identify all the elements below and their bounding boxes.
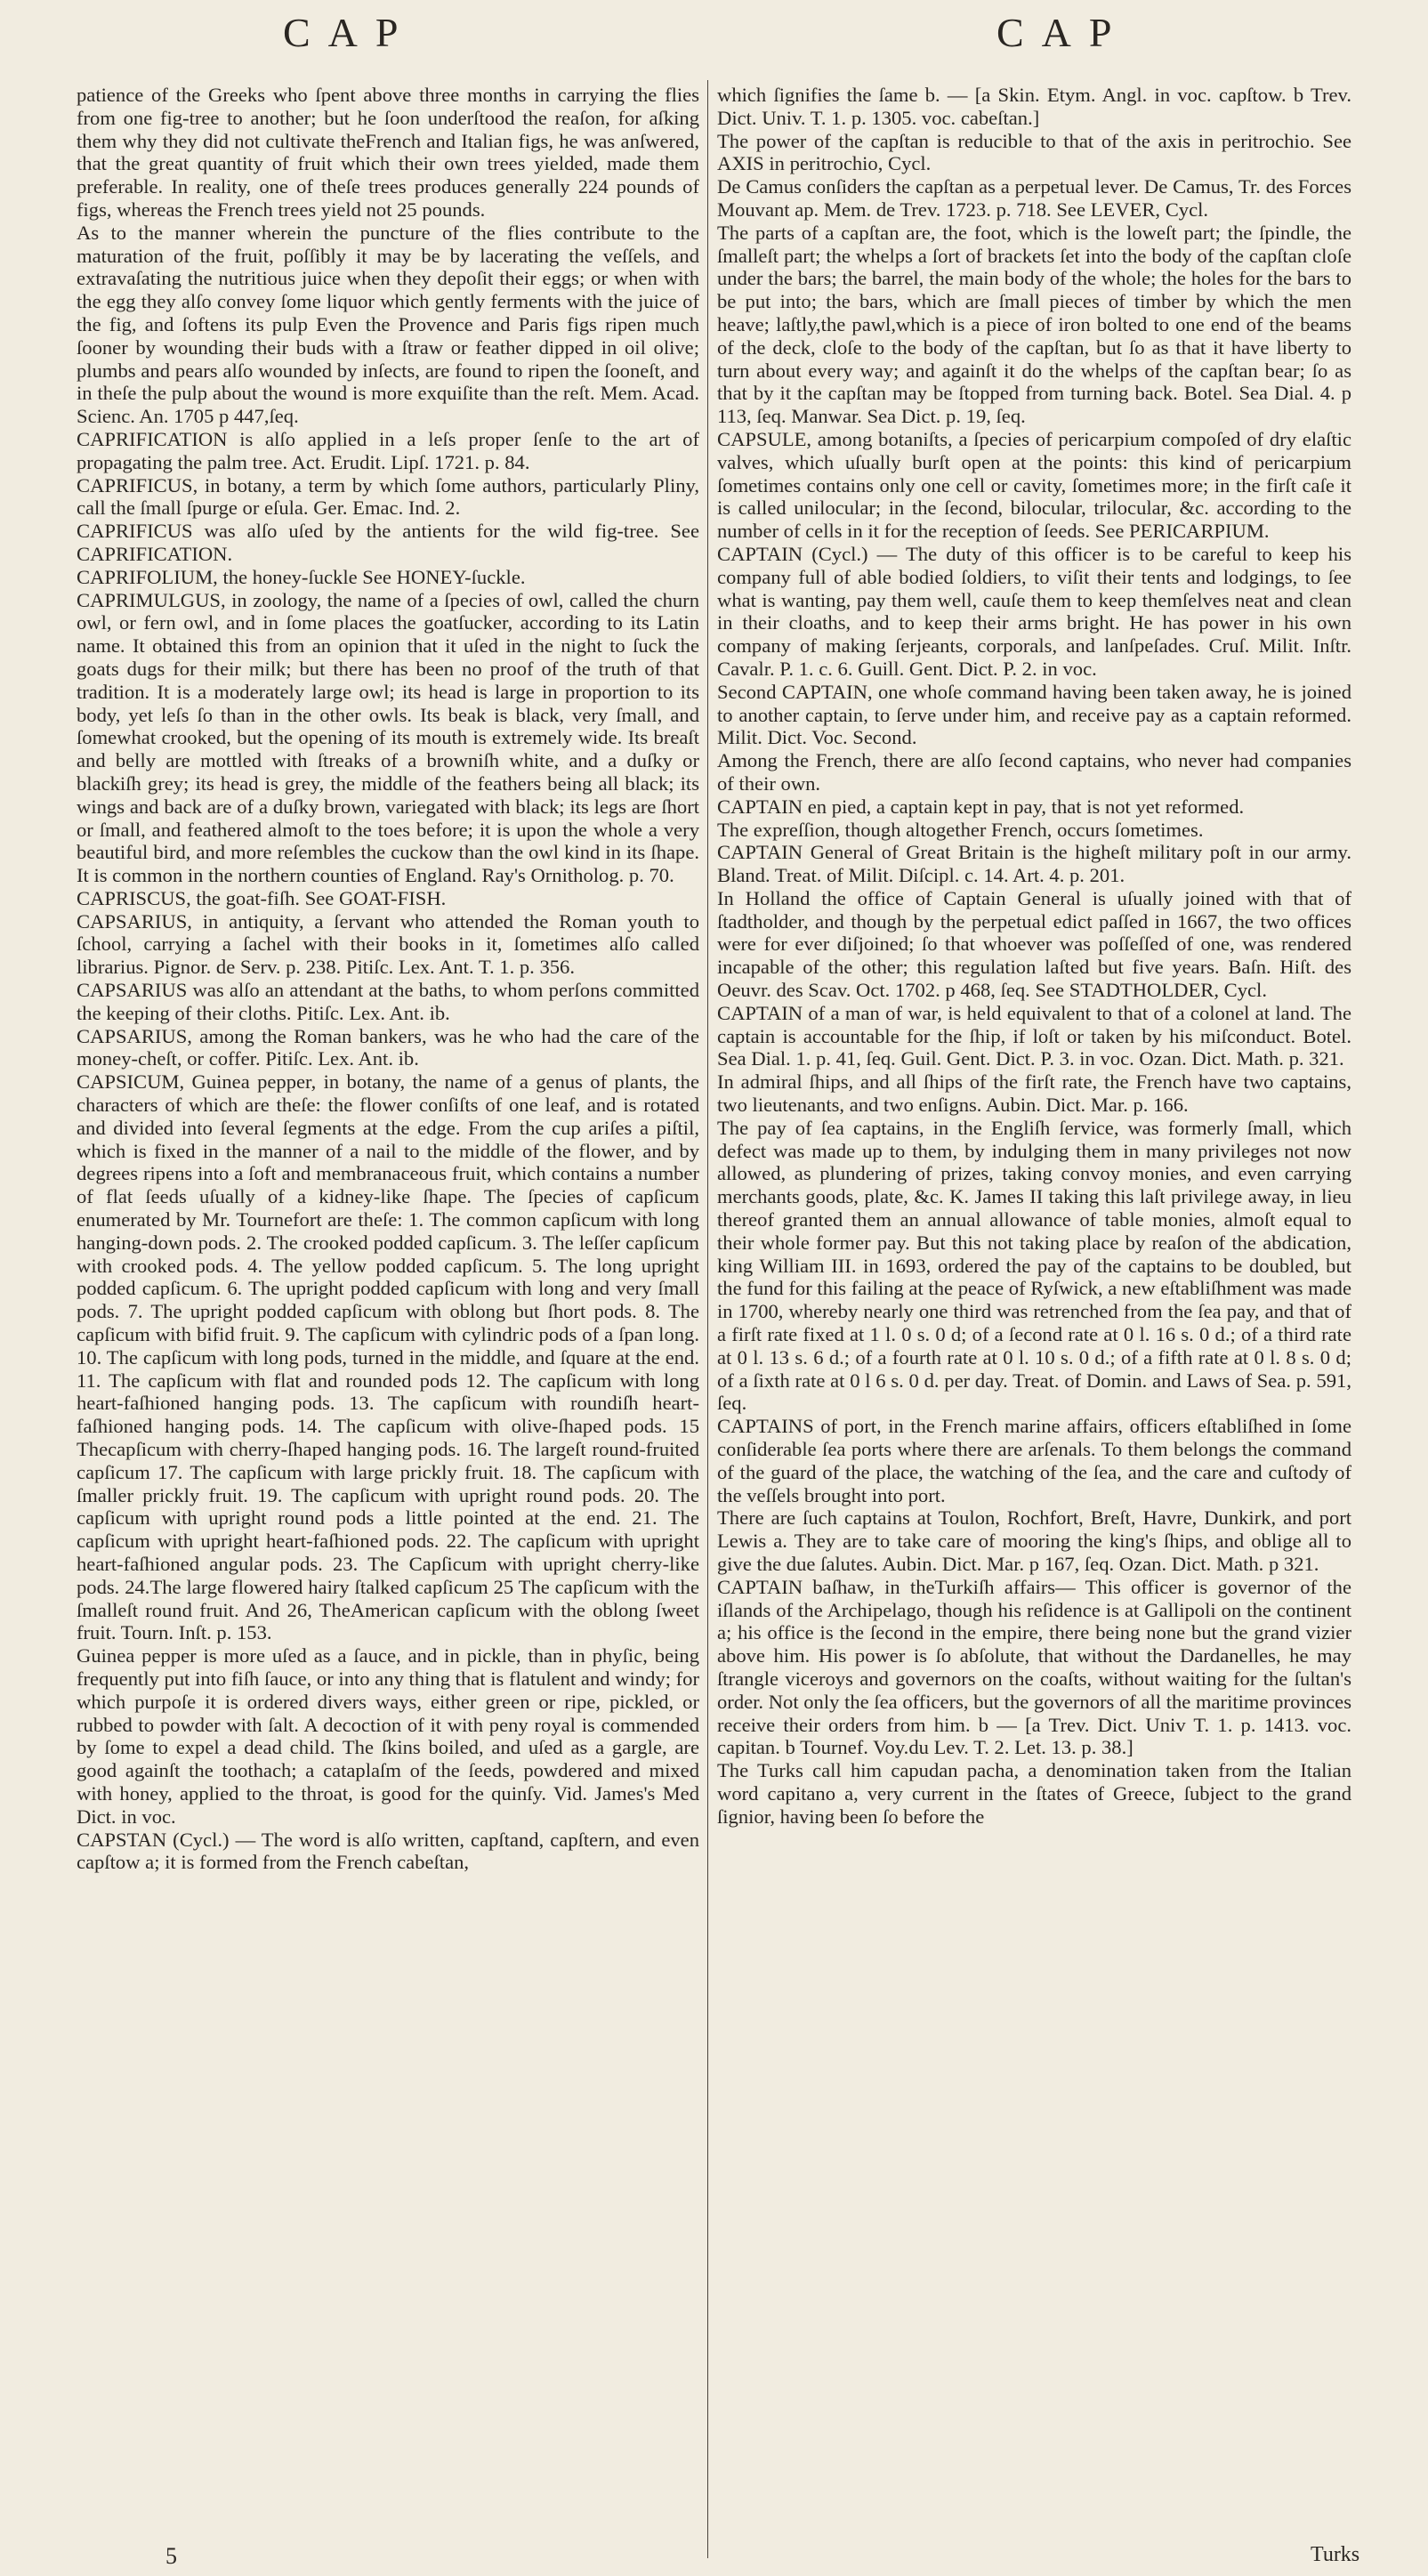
paragraph: CAPTAIN General of Great Britain is the higheſt military poſt in our army. Bland. Treat. of Milit. Diſcipl. c. 14. Art. 4. p. 201.	[717, 841, 1351, 887]
paragraph: The power of the capſtan is reducible to that of the axis in peritrochio. See AXIS in peritrochio, Cycl.	[717, 129, 1351, 175]
paragraph: The pay of ſea captains, in the Engliſh ſervice, was formerly ſmall, which defect was made up to them, by indulging them in many privileges not now allowed, as plundering of prizes, taking convoy monies, and even carrying merchants goods, plate, &c. K. James II taking this laſt privilege away, in lieu thereof granted them an annual allowance of table monies, almoſt equal to their whole former pay. But this not taking place by reaſon of the abdication, king William III. in 1693, ordered the pay of the captains to be doubled, but the fund for this failing at the peace of Ryſwick, a new eſtabliſhment was made in 1700, whereby nearly one third was retrenched from the ſea pay, and that of a firſt rate fixed at 1 l. 0 s. 0 d; of a ſecond rate at 0 l. 16 s. 0 d.; of a third rate at 0 l. 13 s. 6 d.; of a fourth rate at 0 l. 10 s. 0 d.; of a fifth rate at 0 l. 8 s. 0 d; of a ſixth rate at 0 l 6 s. 0 d. per day. Treat. of Domin. and Laws of Sea. p. 591, ſeq.	[717, 1116, 1351, 1415]
paragraph: CAPTAIN of a man of war, is held equivalent to that of a colonel at land. The captain is accountable for the ſhip, if loſt or taken by his miſconduct. Botel. Sea Dial. 1. p. 41, ſeq. Guil. Gent. Dict. P. 3. in voc. Ozan. Dict. Math. p. 321.	[717, 1001, 1351, 1070]
paragraph: which ſignifies the ſame b. — [a Skin. Etym. Angl. in voc. capſtow. b Trev. Dict. Univ. T. 1. p. 1305. voc. cabeſtan.]	[717, 84, 1351, 129]
paragraph: The parts of a capſtan are, the foot, which is the loweſt part; the ſpindle, the ſmalleſt part; the whelps a ſort of brackets ſet into the body of the capſtan cloſe under the bars; the barrel, the main body of the whole; the holes for the bars to be put into; the bars, which are ſmall pieces of timber by which the men heave; laſtly,the pawl,which is a piece of iron bolted to one end of the beams of the deck, cloſe to the body of the capſtan, but ſo as that it have liberty to turn about every way; and againſt it do the whelps of the capſtan bear; ſo as that by it the capſtan may be ſtopped from turning back. Botel. Sea Dial. 4. p 113, ſeq. Manwar. Sea Dict. p. 19, ſeq.	[717, 221, 1351, 428]
paragraph: CAPRIFICUS, in botany, a term by which ſome authors, particularly Pliny, call the ſmall ſpurge or eſula. Ger. Emac. Ind. 2.	[77, 473, 699, 520]
paragraph: Guinea pepper is more uſed as a ſauce, and in pickle, than in phyſic, being frequently put into fiſh ſauce, or into any thing that is flatulent and windy; for which purpoſe it is ordered divers ways, either green or ripe, pickled, or rubbed to powder with ſalt. A decoction of it with peny royal is commended by ſome to expel a dead child. The ſkins boiled, and uſed as a gargle, are good againſt the toothach; a cataplaſm of the ſeeds, powdered and mixed with honey, applied to the throat, is good for the quinſy. Vid. James's Med Dict. in voc.	[77, 1644, 699, 1828]
paragraph: Second CAPTAIN, one whoſe command having been taken away, he is joined to another captain, to ſerve under him, and receive pay as a captain reformed. Milit. Dict. Voc. Second.	[717, 680, 1351, 749]
catchword: Turks	[1311, 2543, 1360, 2566]
right-column	[717, 84, 1351, 2557]
paragraph: patience of the Greeks who ſpent above three months in carrying the flies from one fig-tree to another; but he ſoon underſtood the reaſon, for aſking them why they did not cultivate theFrench and Italian figs, he was anſwered, that the great quantity of fruit which their own trees yielded, made them preferable. In reality, one of theſe trees produces generally 224 pounds of figs, whereas the French trees yield not 25 pounds.	[77, 84, 699, 221]
paragraph: In Holland the office of Captain General is uſually joined with that of ſtadtholder, and though by the perpetual edict paſſed in 1667, the two offices were for ever diſjoined; ſo that whoever was poſſeſſed of one, was rendered incapable of the other; this regulation laſted but five years. Baſn. Hiſt. des Oeuvr. des Scav. Oct. 1702. p 468, ſeq. See STADTHOLDER, Cycl.	[717, 886, 1351, 1002]
header-left: CAP	[283, 10, 416, 55]
paragraph: There are ſuch captains at Toulon, Rochfort, Breſt, Havre, Dunkirk, and port Lewis a. They are to take care of mooring the king's ſhips, and oblige all to give the due ſalutes. Aubin. Dict. Mar. p 167, ſeq. Ozan. Dict. Math. p 321.	[717, 1506, 1351, 1575]
left-column	[77, 84, 699, 2557]
paragraph: CAPRIMULGUS, in zoology, the name of a ſpecies of owl, called the churn owl, or fern owl, and in ſome places the goatſucker, according to its Latin name. It obtained this from an opinion that it uſed in the night to ſuck the goats dugs for their milk; but there has been no proof of the truth of that tradition. It is a moderately large owl; its head is large in proportion to its body, yet leſs ſo than in the other owls. Its beak is black, very ſmall, and ſomewhat crooked, but the opening of its mouth is extremely wide. Its breaſt and belly are mottled with ſtreaks of a browniſh white, and a duſky or blackiſh grey; its head is grey, the middle of the feathers being all black; its wings and back are of a duſky brown, variegated with black; its legs are ſhort or ſmall, and feathered almoſt to the toes before; it is upon the whole a very beautiful bird, and more reſembles the cuckow than the owl kind in its ſhape. It is common in the northern counties of England. Ray's Ornitholog. p. 70.	[77, 588, 699, 887]
paragraph: CAPRIFOLIUM, the honey-ſuckle See HONEY-ſuckle.	[77, 565, 526, 588]
paragraph: CAPSTAN (Cycl.) — The word is alſo written, capſtand, capſtern, and even capſtow a; it is formed from the French cabeſtan,	[77, 1828, 699, 1874]
paragraph: CAPTAIN en pied, a captain kept in pay, that is not yet reformed.	[717, 795, 1245, 818]
paragraph: CAPTAIN (Cycl.) — The duty of this officer is to be careful to keep his company full of able bodied ſoldiers, to viſit their tents and lodgings, to ſee what is wanting, pay them well, cauſe them to keep themſelves neat and clean in their cloaths, and to keep their arms bright. He has power in his own company of making ſerjeants, corporals, and lanſpeſades. Cruſ. Milit. Inſtr. Cavalr. P. 1. c. 6. Guill. Gent. Dict. P. 2. in voc.	[717, 542, 1351, 680]
paragraph: The Turks call him capudan pacha, a denomination taken from the Italian word capitano a, very current in the ſtates of Greece, ſubject to the grand ſignior, having been ſo before the	[717, 1759, 1351, 1828]
paragraph: CAPSARIUS, among the Roman bankers, was he who had the care of the money-cheſt, or coffer. Pitiſc. Lex. Ant. ib.	[77, 1024, 699, 1070]
paragraph: CAPRIFICATION is alſo applied in a leſs proper ſenſe to the art of propagating the palm tree. Act. Erudit. Lipſ. 1721. p. 84.	[77, 427, 699, 473]
page-number: 5	[165, 2543, 177, 2569]
paragraph: The expreſſion, though altogether French, occurs ſometimes.	[717, 818, 1204, 841]
paragraph: De Camus conſiders the capſtan as a perpetual lever. De Camus, Tr. des Forces Mouvant ap. Mem. de Trev. 1723. p. 718. See LEVER, Cycl.	[717, 175, 1351, 221]
running-header	[0, 9, 1428, 62]
paragraph: CAPSARIUS, in antiquity, a ſervant who attended the Roman youth to ſchool, carrying a ſachel with their books in it, ſometimes alſo called librarius. Pignor. de Serv. p. 238. Pitiſc. Lex. Ant. T. 1. p. 356.	[77, 909, 699, 979]
paragraph: CAPRIFICUS was alſo uſed by the antients for the wild fig-tree. See CAPRIFICATION.	[77, 520, 699, 565]
column-divider	[707, 80, 708, 2558]
paragraph: CAPSICUM, Guinea pepper, in botany, the name of a genus of plants, the characters of which are theſe: the flower conſiſts of one leaf, and is rotated and divided into ſeveral ſegments at the edge. From the cup ariſes a piſtil, which is fixed in the manner of a nail to the middle of the flower, and by degrees ripens into a ſoft and membranaceous fruit, which contains a number of flat ſeeds uſually of a kidney-like ſhape. The ſpecies of capſicum enumerated by Mr. Tournefort are theſe: 1. The common capſicum with long hanging-down pods. 2. The crooked podded capſicum. 3. The leſſer capſicum with crooked pods. 4. The yellow podded capſicum. 5. The long upright podded capſicum. 6. The upright podded capſicum with long and very ſmall pods. 7. The upright podded capſicum with oblong but ſhort pods. 8. The capſicum with bifid fruit. 9. The capſicum with cylindric pods of a ſpan long. 10. The capſicum with long pods, turned in the middle, and ſquare at the end. 11. The capſicum with flat and rounded pods 12. The capſicum with long heart-faſhioned hanging pods. 13. The capſicum with roundiſh heart-faſhioned hanging pods. 14. The capſicum with olive-ſhaped pods. 15 Thecapſicum with cherry-ſhaped hanging pods. 16. The largeſt round-fruited capſicum 17. The capſicum with large prickly fruit. 18. The capſicum with ſmaller prickly fruit. 19. The capſicum with upright round pods. 20. The capſicum with upright round pods a little pointed at the end. 21. The capſicum with upright heart-faſhioned pods. 22. The capſicum with upright heart-faſhioned angular pods. 23. The Capſicum with upright cherry-like pods. 24.The large flowered hairy ſtalked capſicum 25 The capſicum with the ſmalleſt round fruit. And 26, TheAmerican capſicum with the oblong ſweet fruit. Tourn. Inſt. p. 153.	[77, 1070, 699, 1644]
paragraph: CAPSULE, among botaniſts, a ſpecies of pericarpium compoſed of dry elaſtic valves, which uſually burſt open at the points: this kind of pericarpium ſometimes contains only one cell or cavity, ſometimes more; in the firſt caſe it is called unilocular; in the ſecond, bilocular, trilocular, &c. according to the number of cells in it for the reception of ſeeds. See PERICARPIUM.	[717, 427, 1351, 543]
paragraph: As to the manner wherein the puncture of the flies contribute to the maturation of the fruit, poſſibly it may be by lacerating the veſſels, and extravaſating the nutritious juice when they depoſit their eggs; or when with the egg they alſo convey ſome liquor which gently ferments with the juice of the fig, and ſoftens its pulp Even the Provence and Paris figs ripen much ſooner by wounding their buds with a ſtraw or feather dipped in oil olive; plumbs and pears alſo wounded by inſects, are found to ripen the ſooneſt, and in theſe the pulp about the wound is more exquiſite than the reſt. Mem. Acad. Scienc. An. 1705 p 447,ſeq.	[77, 221, 699, 428]
paragraph: In admiral ſhips, and all ſhips of the firſt rate, the French have two captains, two lieutenants, and two enſigns. Aubin. Dict. Mar. p. 166.	[717, 1070, 1351, 1117]
paragraph: Among the French, there are alſo ſecond captains, who never had companies of their own.	[717, 749, 1351, 795]
paragraph: CAPSARIUS was alſo an attendant at the baths, to whom perſons committed the keeping of their cloths. Pitiſc. Lex. Ant. ib.	[77, 979, 699, 1024]
paragraph: CAPRISCUS, the goat-fiſh. See GOAT-FISH.	[77, 886, 447, 909]
paragraph: CAPTAINS of port, in the French marine affairs, officers eſtabliſhed in ſome conſiderable ſea ports where there are arſenals. To them belongs the command of the guard of the place, the watching of the ſea, and the care and cuſtody of the veſſels brought into port.	[717, 1415, 1351, 1506]
header-right: CAP	[996, 10, 1130, 55]
paragraph: CAPTAIN baſhaw, in theTurkiſh affairs— This officer is governor of the iſlands of the Archipelago, though his reſidence is at Gallipoli on the continent a; his office is the ſecond in the empire, there being none but the grand vizier above him. His power is ſo abſolute, that without the Dardanelles, he may ſtrangle viceroys and governors on the coaſts, without waiting for the ſultan's order. Not only the ſea officers, but the governors of all the maritime provinces receive their orders from him. b — [a Trev. Dict. Univ T. 1. p. 1413. voc. capitan. b Tournef. Voy.du Lev. T. 2. Let. 13. p. 38.]	[717, 1575, 1351, 1759]
